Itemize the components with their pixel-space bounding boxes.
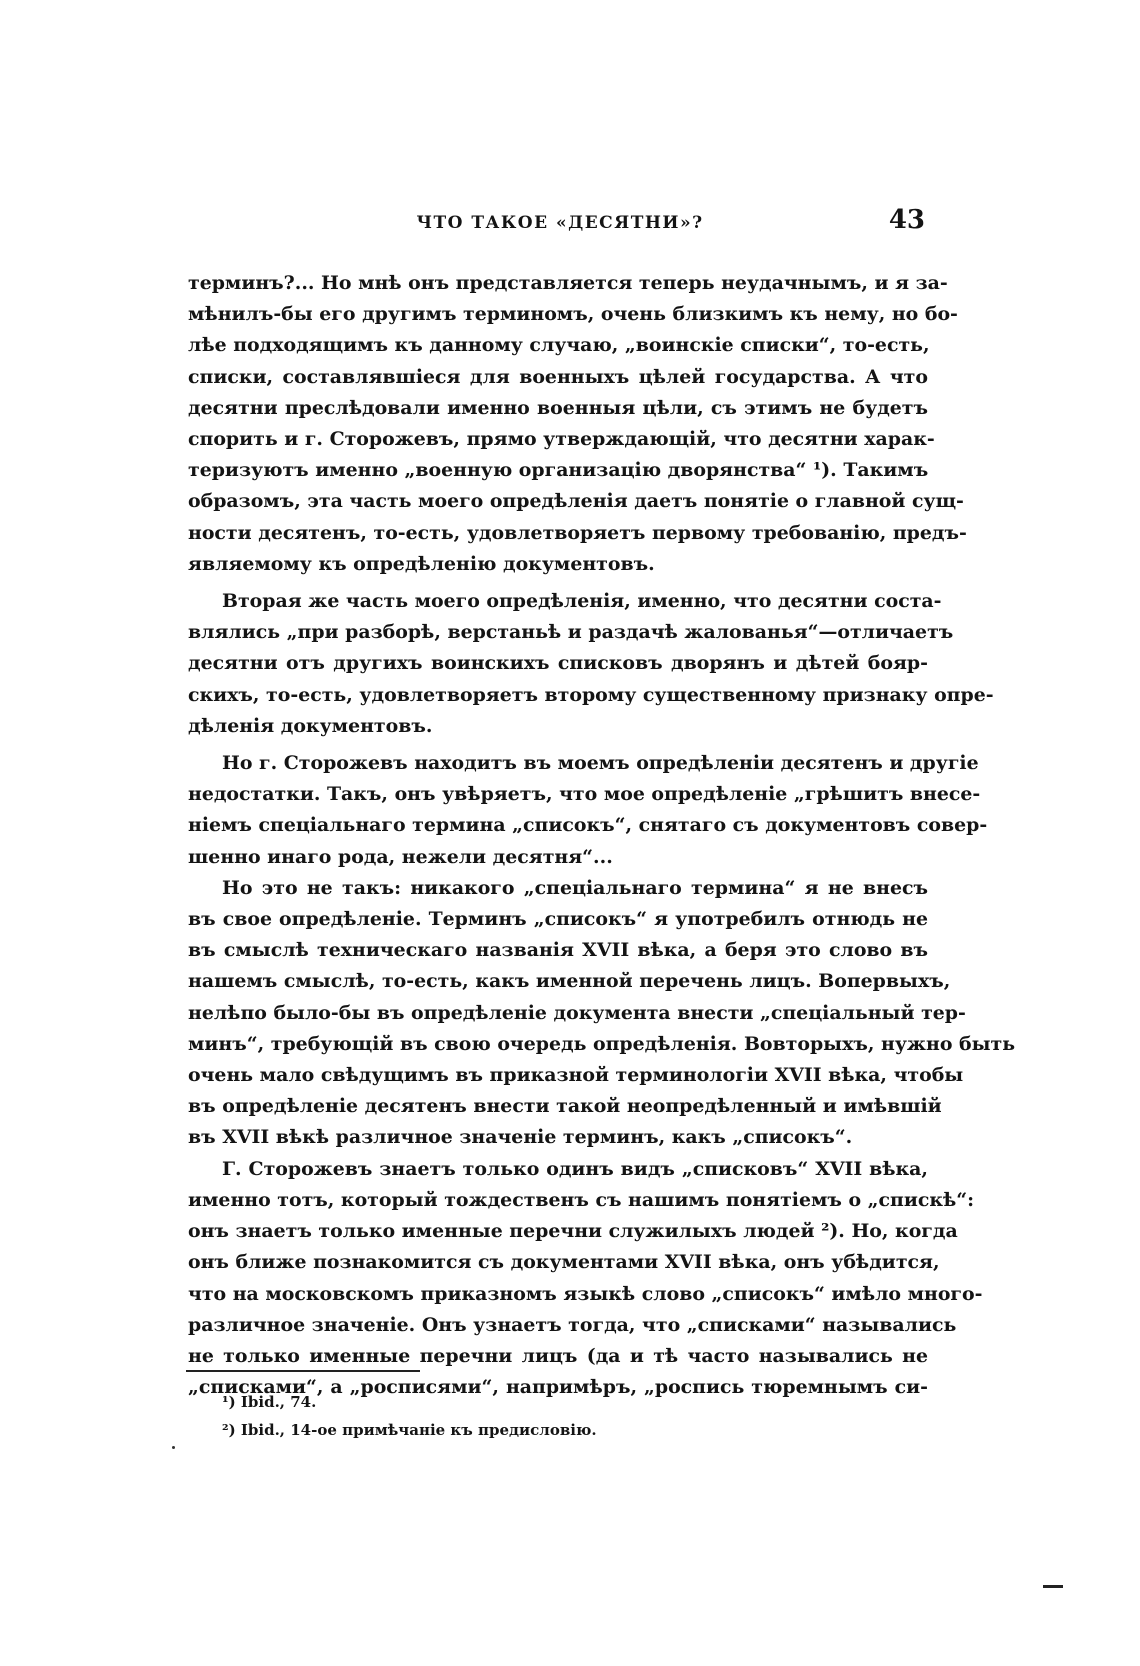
page-number: 43 [888,205,925,235]
text-line: именно тотъ, который тождественъ съ нашимъ понятіемъ о „спискѣ“: [188,1188,975,1211]
text-line: лѣе подходящимъ къ данному случаю, „воинскіе списки“, то-есть, [188,334,930,357]
paragraph-4 [188,873,1016,1154]
text-line: недостатки. Такъ, онъ увѣряетъ, что мое опредѣленіе „грѣшитъ внесе- [188,783,981,806]
text-line: являемому къ опредѣленію документовъ. [188,552,655,575]
paragraph-3 [188,748,988,873]
text-line: ніемъ спеціальнаго термина „списокъ“, снятаго съ документовъ совер- [188,814,988,837]
scan-speck [172,1446,175,1449]
page-header [195,205,925,245]
text-line: нашемъ смыслѣ, то-есть, какъ именной перечень лицъ. Вопервыхъ, [188,970,951,993]
text-line: „списками“, а „росписями“, напримѣръ, „роспись тюремнымъ си- [188,1376,928,1399]
footnotes [222,1388,597,1444]
text-line: въ XVII вѣкѣ различное значеніе терминъ, какъ „списокъ“. [188,1126,853,1149]
text-line: въ смыслѣ техническаго названія XVII вѣка, а беря это слово въ [188,939,928,962]
text-line: Г. Сторожевъ знаетъ только одинъ видъ „списковъ“ XVII вѣка, [222,1157,928,1180]
text-line: скихъ, то-есть, удовлетворяетъ второму существенному признаку опре- [188,683,994,706]
text-line: Вторая же часть моего опредѣленія, именно, что десятни соста- [222,590,942,613]
text-line: въ опредѣленіе десятенъ внести такой неопредѣленный и имѣвшій [188,1095,942,1118]
text-line: десятни отъ другихъ воинскихъ списковъ дворянъ и дѣтей бояр- [188,652,928,675]
text-line: нелѣпо было-бы въ опредѣленіе документа внести „спеціальный тер- [188,1001,966,1024]
text-line: влялись „при разборѣ, верстаньѣ и раздачѣ жалованья“—отличаетъ [188,621,954,644]
paragraph-5 [188,1154,983,1404]
text-line: шенно инаго рода, нежели десятня“... [188,845,613,868]
text-line: ности десятенъ, то-есть, удовлетворяетъ первому требованію, предъ- [188,521,967,544]
text-line: мѣнилъ-бы его другимъ терминомъ, очень близкимъ къ нему, но бо- [188,303,958,326]
text-line: десятни преслѣдовали именно военныя цѣли, съ этимъ не будетъ [188,396,928,419]
footnote-divider [186,1370,420,1372]
text-line: различное значеніе. Онъ узнаетъ тогда, что „списками“ назывались [188,1313,957,1336]
text-line: списки, составлявшіеся для военныхъ цѣлей государства. А что [188,365,928,388]
text-line: Но г. Сторожевъ находитъ въ моемъ опредѣленіи десятенъ и другіе [222,752,979,775]
text-line: Но это не такъ: никакого „спеціальнаго термина“ я не внесъ [222,876,928,899]
body-text [188,268,1016,1403]
scan-mark [1043,1585,1063,1588]
text-line: не только именные перечни лицъ (да и тѣ часто назывались не [188,1344,928,1367]
paragraph-2 [188,586,994,742]
text-line: онъ ближе познакомится съ документами XVII вѣка, онъ убѣдится, [188,1251,940,1274]
text-line: въ свое опредѣленіе. Терминъ „списокъ“ я употребилъ отнюдь не [188,908,928,931]
running-title: ЧТО ТАКОЕ «ДЕСЯТНИ»? [416,213,704,233]
text-line: онъ знаетъ только именные перечни служилыхъ людей ²). Но, когда [188,1220,958,1243]
text-line: спорить и г. Сторожевъ, прямо утверждающій, что десятни харак- [188,428,935,451]
text-line: дѣленія документовъ. [188,714,433,737]
text-line: что на московскомъ приказномъ языкѣ слово „списокъ“ имѣло много- [188,1282,983,1305]
text-line: очень мало свѣдущимъ въ приказной терминологіи XVII вѣка, чтобы [188,1064,964,1087]
text-line: терминъ?... Но мнѣ онъ представляется теперь неудачнымъ, и я за- [188,272,948,294]
paragraph-1 [188,268,967,580]
footnote-2: ²) Ibid., 14-ое примѣчаніе къ предисловію. [222,1421,597,1439]
text-line: минъ“, требующій въ свою очередь опредѣленія. Вовторыхъ, нужно быть [188,1032,1016,1055]
text-line: теризуютъ именно „военную организацію дворянства“ ¹). Такимъ [188,459,929,482]
text-line: образомъ, эта часть моего опредѣленія даетъ понятіе о главной сущ- [188,490,964,513]
footnote-1: ¹) Ibid., 74. [222,1393,317,1411]
